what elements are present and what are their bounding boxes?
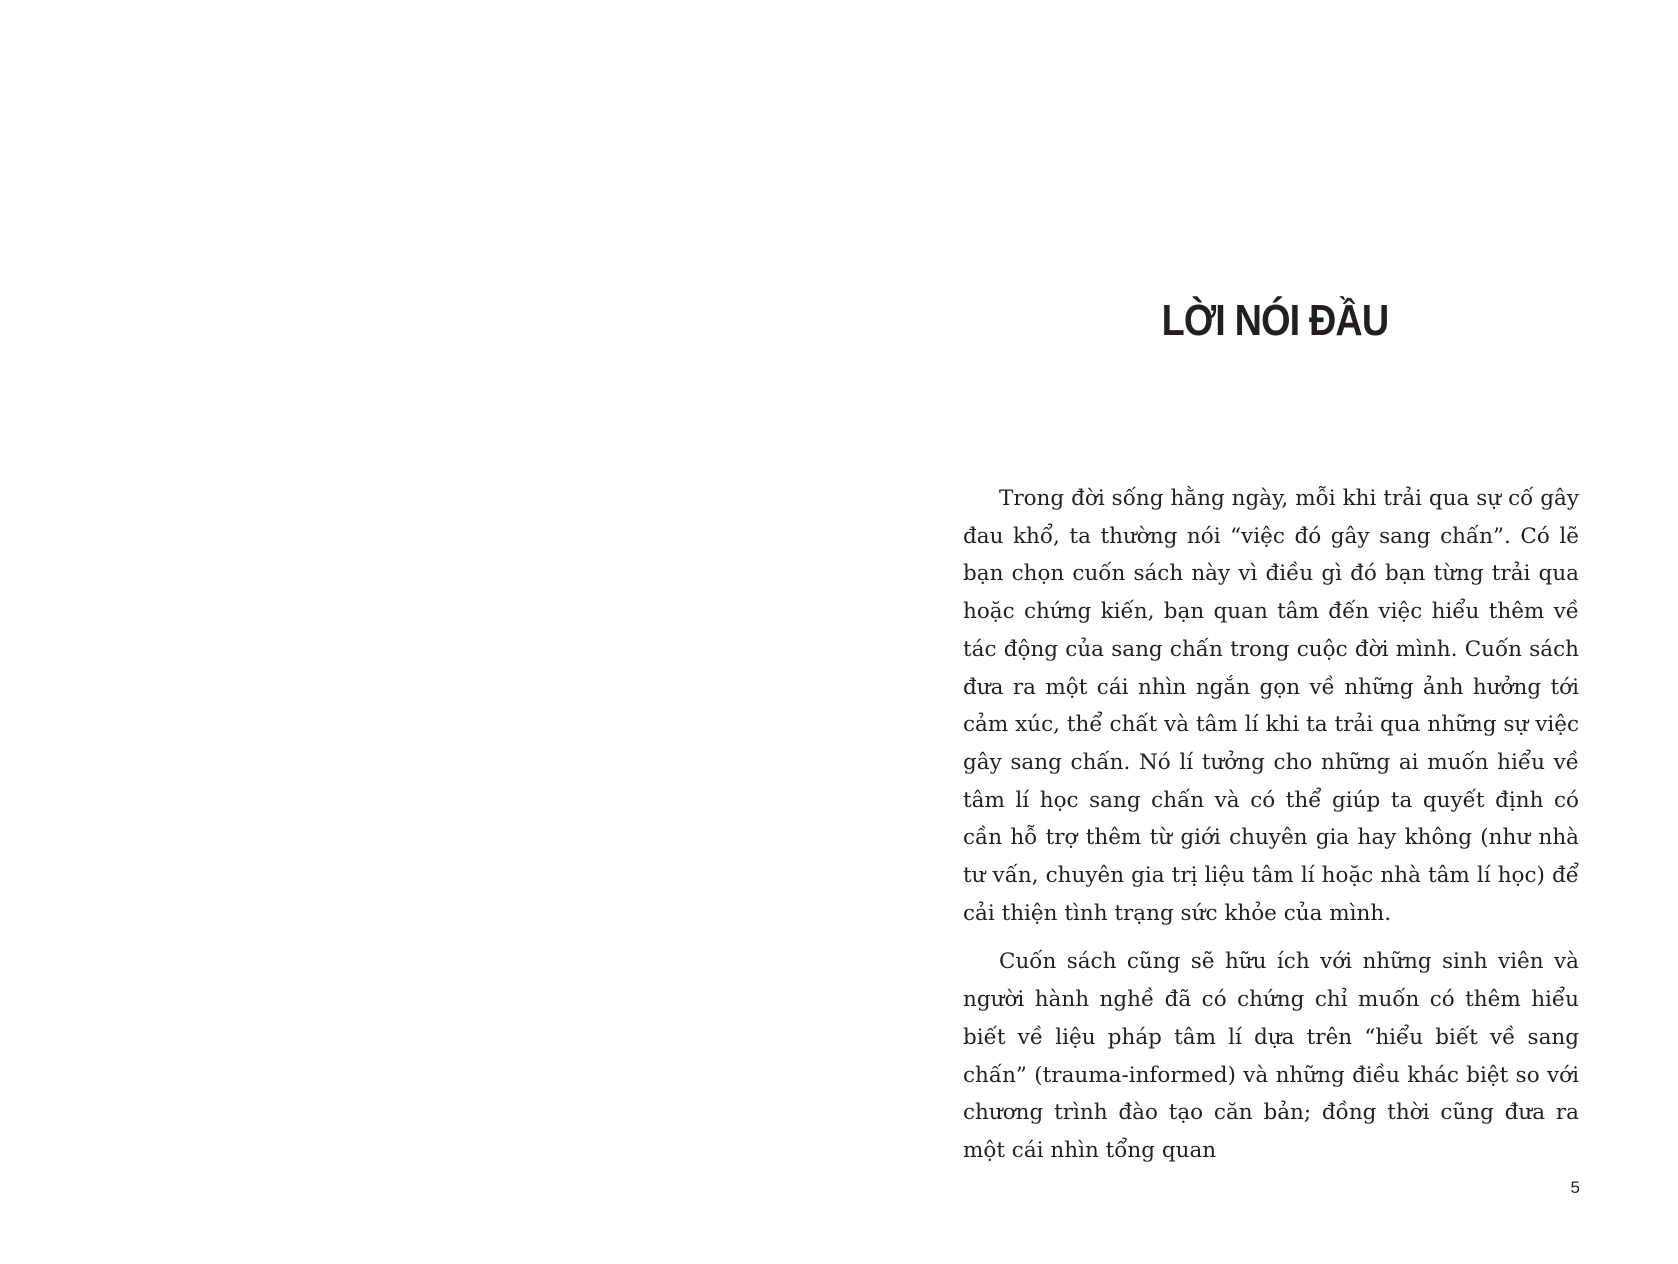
paragraph-2: Cuốn sách cũng sẽ hữu ích với những sinh viên và người hành nghề đã có chứng chỉ muốn có thêm hiểu biết về liệu pháp tâm lí dựa trên “hiểu biết về sang chấn” (trauma-informed) và những điều khác biệt so với chương trình đào tạo căn bản; đồng thời cũng đưa ra một cái nhìn tổng quan [963,949,1579,1163]
paragraph-1: Trong đời sống hằng ngày, mỗi khi trải qua sự cố gây đau khổ, ta thường nói “việc đó gây sang chấn”. Có lẽ bạn chọn cuốn sách này vì điều gì đó bạn từng trải qua hoặc chứng kiến, bạn quan tâm đến việc hiểu thêm về tác động của sang chấn trong cuộc đời mình. Cuốn sách đưa ra một cái nhìn ngắn gọn về những ảnh hưởng tới cảm xúc, thể chất và tâm lí khi ta trải qua những sự việc gây sang chấn. Nó lí tưởng cho những ai muốn hiểu về tâm lí học sang chấn và có thể giúp ta quyết định có cần hỗ trợ thêm từ giới chuyên gia hay không (như nhà tư vấn, chuyên gia trị liệu tâm lí hoặc nhà tâm lí học) để cải thiện tình trạng sức khỏe của mình. [963,486,1579,926]
page-number: 5 [1570,1178,1580,1197]
right-page [839,0,1678,1264]
chapter-title: LỜI NÓI ĐẦU [1161,296,1389,345]
body-text [963,480,1579,1181]
